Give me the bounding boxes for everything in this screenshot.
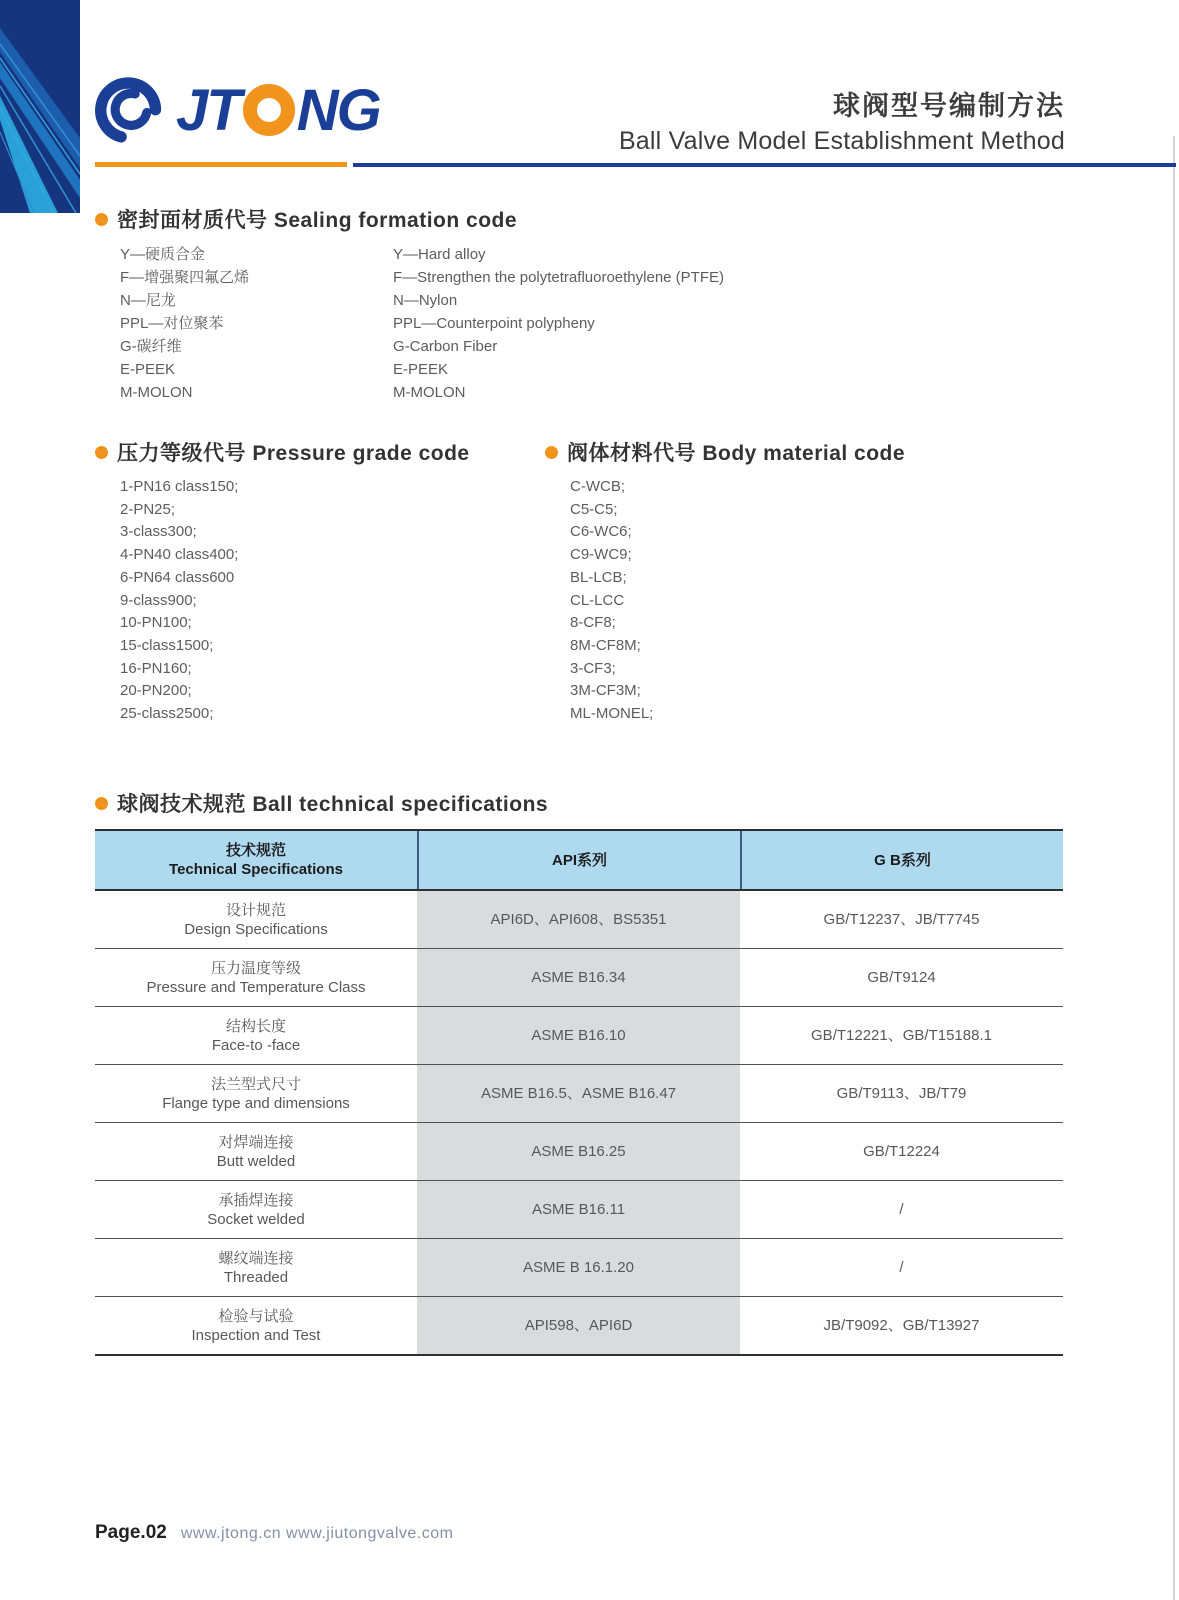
spec-name-en: Flange type and dimensions — [162, 1094, 350, 1112]
spec-name-en: Face-to -face — [211, 1036, 301, 1054]
table-row — [95, 1006, 1063, 1064]
pressure-grade-list — [95, 476, 525, 726]
spec-name-zh: 螺纹端连接 — [218, 1249, 294, 1267]
gb-value-cell: GB/T12237、JB/T7745 — [823, 911, 980, 928]
list-item: BL-LCB; — [570, 568, 627, 586]
sealing-list-zh — [95, 243, 368, 404]
spec-name-en: Inspection and Test — [191, 1326, 321, 1344]
list-item: 15-class1500; — [120, 636, 214, 654]
gb-value-cell: GB/T12221、GB/T15188.1 — [811, 1027, 992, 1044]
orange-o-icon — [243, 84, 295, 136]
section-heading — [95, 437, 525, 467]
section-heading — [545, 437, 975, 467]
list-item: 8M-CF8M; — [570, 636, 641, 654]
spec-name-en: Pressure and Temperature Class — [146, 978, 366, 996]
list-item: M-MOLON — [120, 384, 193, 401]
list-item: 4-PN40 class400; — [120, 546, 239, 564]
api-value-cell: ASME B 16.1.20 — [417, 1239, 740, 1296]
header-rule-orange — [95, 162, 347, 167]
list-item: 10-PN100; — [120, 614, 192, 632]
section-heading-label: 阀体材料代号 Body material code — [567, 442, 906, 465]
header-cell-gb-series: G B系列 — [740, 831, 1063, 889]
decorative-corner-band — [0, 0, 80, 213]
spec-name-cell — [95, 1123, 417, 1180]
list-item: M-MOLON — [393, 384, 466, 401]
bullet-icon — [545, 446, 558, 459]
table-row — [95, 891, 1063, 948]
list-item: C6-WC6; — [570, 523, 632, 541]
spec-name-cell — [95, 1297, 417, 1354]
list-item: G-Carbon Fiber — [393, 338, 498, 355]
spec-name-cell — [95, 1181, 417, 1238]
spec-name-zh: 承插焊连接 — [218, 1191, 294, 1209]
gb-value-cell: / — [899, 1201, 904, 1218]
list-item: Y—Hard alloy — [393, 246, 486, 263]
spec-table — [95, 829, 1063, 1356]
bullet-icon — [95, 446, 108, 459]
page-title — [619, 84, 1065, 156]
gb-value-cell: GB/T12224 — [863, 1143, 940, 1160]
spec-name-en: Design Specifications — [184, 920, 328, 938]
footer-urls: www.jtong.cn www.jiutongvalve.com — [180, 1525, 454, 1542]
page-edge-line — [1173, 136, 1175, 1600]
table-row — [95, 1064, 1063, 1122]
api-value-cell: ASME B16.5、ASME B16.47 — [417, 1065, 740, 1122]
page-footer — [95, 1522, 453, 1544]
list-item: E-PEEK — [393, 361, 449, 378]
gb-value-cell: GB/T9124 — [867, 969, 936, 986]
api-value-cell: ASME B16.10 — [417, 1007, 740, 1064]
table-row — [95, 1296, 1063, 1354]
list-item: 6-PN64 class600 — [120, 568, 235, 586]
spec-name-zh: 设计规范 — [225, 901, 286, 919]
list-item: 20-PN200; — [120, 682, 192, 700]
section-heading-label: 密封面材质代号 Sealing formation code — [117, 209, 518, 232]
spec-name-cell — [95, 1239, 417, 1296]
api-value-cell: API6D、API608、BS5351 — [417, 891, 740, 948]
header-label-zh: 技术规范 — [225, 842, 286, 859]
list-item: 3-CF3; — [570, 659, 616, 677]
section-heading — [95, 788, 1063, 818]
sealing-columns — [95, 234, 1075, 404]
page-title-zh: 球阀型号编制方法 — [833, 91, 1065, 121]
page-number: Page.02 — [95, 1522, 167, 1543]
spec-name-en: Butt welded — [216, 1152, 296, 1170]
list-item: 16-PN160; — [120, 659, 192, 677]
spec-name-zh: 结构长度 — [225, 1017, 286, 1035]
list-item: PPL—Counterpoint polypheny — [393, 315, 595, 332]
blue-rays-graphic — [0, 0, 80, 213]
list-item: N—Nylon — [393, 292, 458, 309]
section-body-material-code — [545, 437, 975, 726]
section-heading-label: 压力等级代号 Pressure grade code — [117, 442, 470, 465]
header-label-en: Technical Specifications — [169, 861, 343, 878]
list-item: F—增强聚四氟乙烯 — [120, 269, 250, 286]
brand-logo — [92, 72, 380, 148]
section-pressure-grade-code — [95, 437, 525, 726]
list-item: 3M-CF3M; — [570, 682, 641, 700]
list-item: E-PEEK — [120, 361, 176, 378]
section-technical-specifications — [95, 788, 1063, 1356]
page-title-en: Ball Valve Model Establishment Method — [618, 127, 1065, 155]
gb-value-cell: GB/T9113、JB/T79 — [836, 1085, 967, 1102]
spec-name-zh: 检验与试验 — [218, 1307, 294, 1325]
list-item: 3-class300; — [120, 523, 197, 541]
list-item: 25-class2500; — [120, 705, 214, 723]
body-material-list — [545, 476, 975, 726]
table-row — [95, 1122, 1063, 1180]
spec-table-body — [95, 891, 1063, 1354]
brand-wordmark — [176, 77, 380, 144]
section-sealing-code — [95, 204, 1075, 404]
swirl-logo-icon — [92, 72, 168, 148]
api-value-cell: ASME B16.11 — [417, 1181, 740, 1238]
spec-name-en: Socket welded — [207, 1210, 305, 1228]
spec-name-zh: 法兰型式尺寸 — [210, 1075, 301, 1093]
list-item: 1-PN16 class150; — [120, 478, 239, 495]
list-item: ML-MONEL; — [570, 705, 654, 723]
spec-name-zh: 压力温度等级 — [210, 959, 301, 977]
list-item: 2-PN25; — [120, 500, 176, 518]
section-heading — [95, 204, 1075, 234]
bullet-icon — [95, 797, 108, 810]
spec-name-cell — [95, 1007, 417, 1064]
header-cell-api-series: API系列 — [417, 831, 740, 889]
list-item: PPL—对位聚苯 — [120, 315, 224, 332]
header-rule-blue — [353, 163, 1176, 167]
gb-value-cell: / — [899, 1259, 904, 1276]
header-cell-technical-specifications — [95, 831, 417, 889]
list-item: 9-class900; — [120, 591, 197, 609]
spec-name-cell — [95, 891, 417, 948]
gb-value-cell: JB/T9092、GB/T13927 — [823, 1317, 980, 1334]
api-value-cell: ASME B16.25 — [417, 1123, 740, 1180]
list-item: Y—硬质合金 — [120, 246, 206, 263]
list-item: C9-WC9; — [570, 546, 632, 564]
list-item: CL-LCC — [570, 591, 625, 609]
section-heading-label: 球阀技术规范 Ball technical specifications — [117, 793, 549, 816]
table-row — [95, 1180, 1063, 1238]
table-row — [95, 1238, 1063, 1296]
sealing-list-en — [368, 243, 1075, 404]
list-item: G-碳纤维 — [120, 338, 182, 355]
api-value-cell: ASME B16.34 — [417, 949, 740, 1006]
spec-table-header-row — [95, 831, 1063, 891]
list-item: N—尼龙 — [120, 292, 176, 309]
spec-name-cell — [95, 1065, 417, 1122]
table-row — [95, 948, 1063, 1006]
bullet-icon — [95, 213, 108, 226]
spec-name-zh: 对焊端连接 — [218, 1133, 294, 1151]
list-item: F—Strengthen the polytetrafluoroethylene (PTFE) — [393, 269, 724, 286]
spec-name-cell — [95, 949, 417, 1006]
list-item: 8-CF8; — [570, 614, 616, 632]
wordmark-left: JT — [176, 77, 240, 143]
list-item: C-WCB; — [570, 478, 625, 495]
list-item: C5-C5; — [570, 500, 618, 518]
api-value-cell: API598、API6D — [417, 1297, 740, 1354]
wordmark-right: NG — [296, 77, 380, 143]
spec-name-en: Threaded — [223, 1268, 289, 1286]
